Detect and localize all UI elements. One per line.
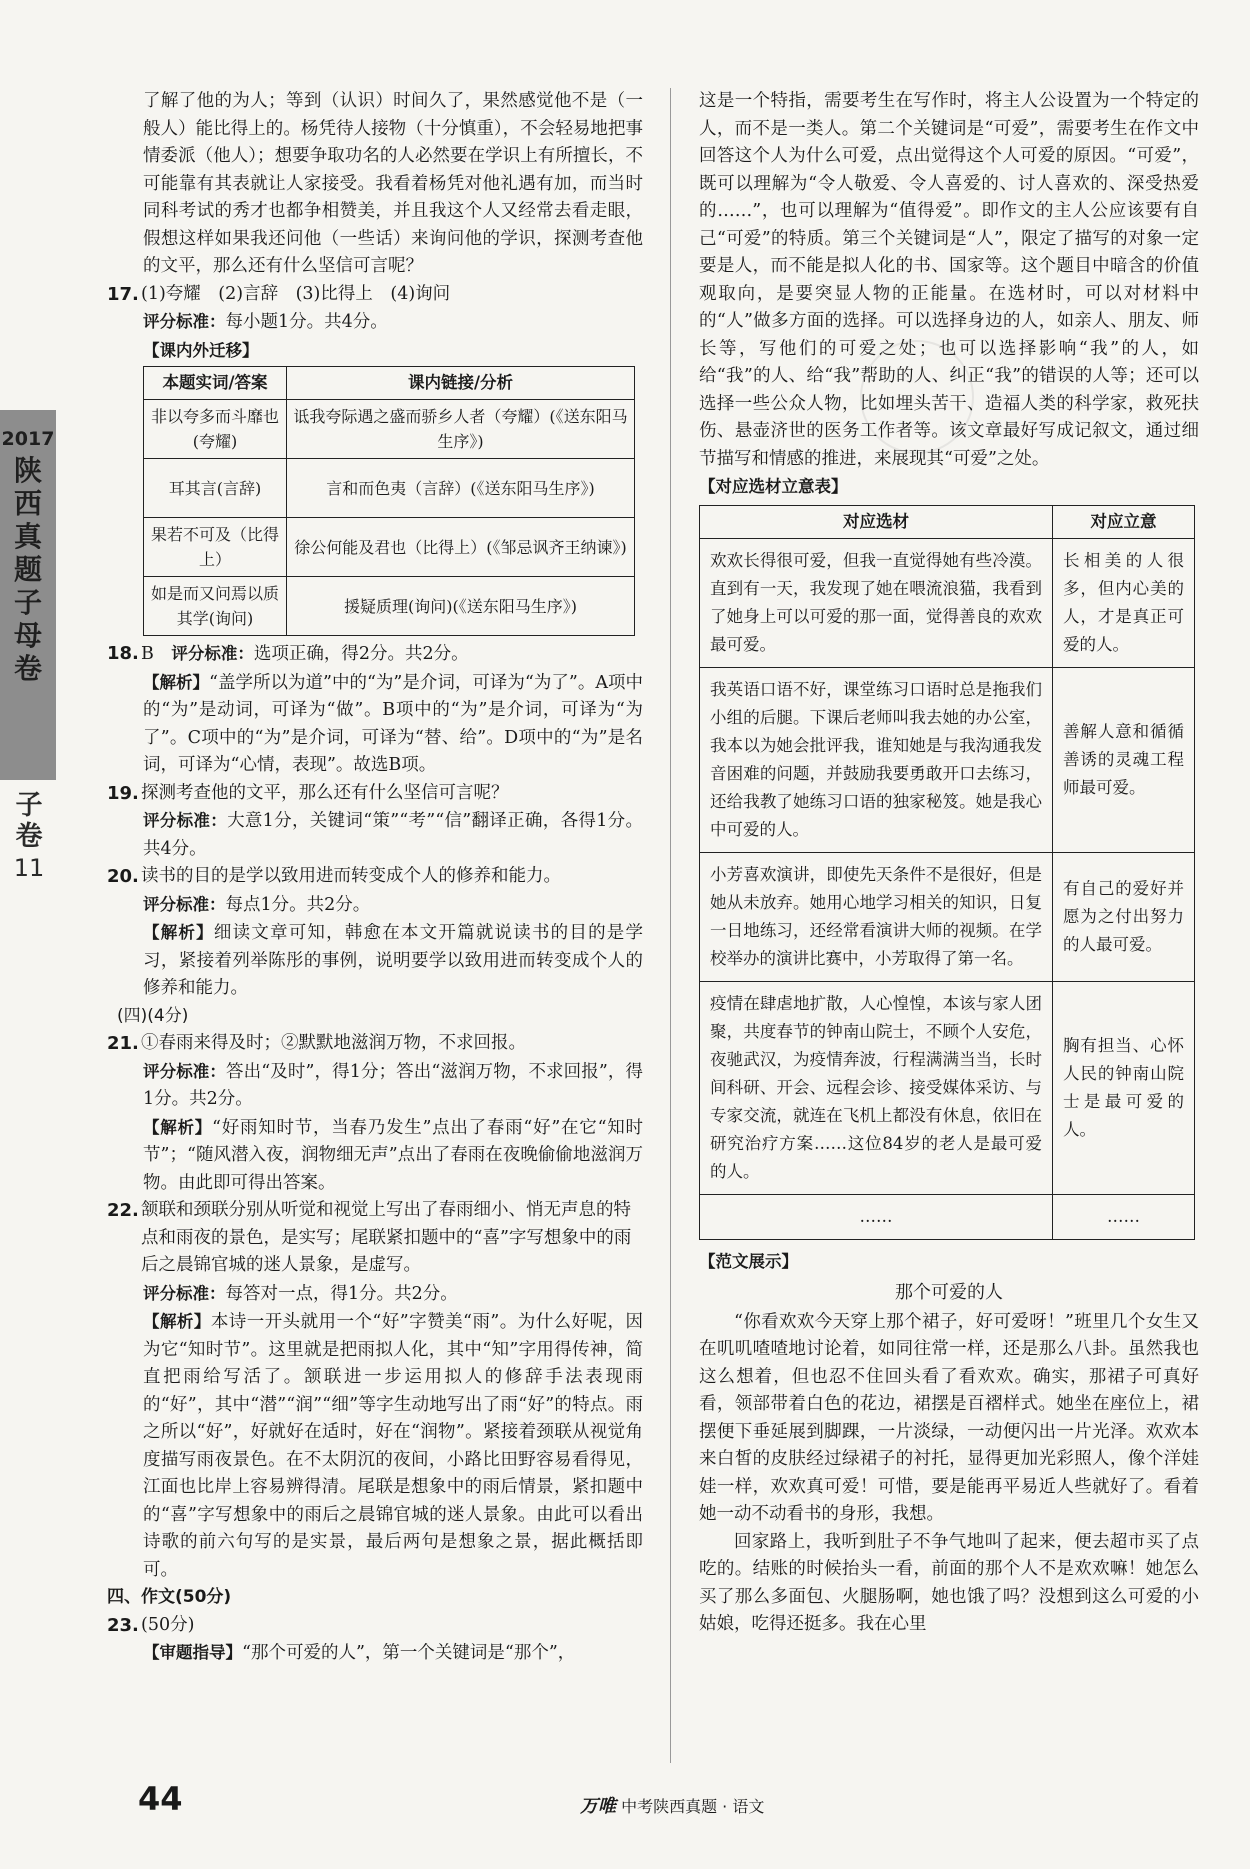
analysis: 【解析】“盖学所以为道”中的“为”是介词，可译为“为了”。A项中的“为”是动词，可译为“做”。B项中的“为”是介词，可译为“为了”。C项中的“为”是介词，可译为“替、给”。D项中的“为”是名词，可译为“心情，表现”。故选B项。 [143, 672, 643, 775]
table-cell: 我英语口语不好，课堂练习口语时总是拖我们小组的后腿。下课后老师叫我去她的办公室，我本以为她会批评我，谁知她是与我沟通我发音困难的问题，并鼓励我要勇敢开口去练习，还给我教了她练习口语的独家秘笈。她是我心中可爱的人。 [700, 667, 1053, 852]
table-cell: 欢欢长得很可爱，但我一直觉得她有些冷漠。直到有一天，我发现了她在喂流浪猫，我看到了她身上可以可爱的那一面，觉得善良的欢欢最可爱。 [700, 538, 1053, 667]
transfer-section-title: 【课内外迁移】 [143, 340, 259, 360]
question-21 [107, 1030, 643, 1058]
table-cell: 如是而又问焉以质其学(询问) [144, 577, 287, 636]
material-table [699, 505, 1195, 1240]
essay-section-heading: 四、作文(50分) [107, 1587, 232, 1607]
table-cell: …… [1053, 1194, 1195, 1239]
score-criteria: 评分标准：大意1分，关键词“策”“考”“信”翻译正确，各得1分。共4分。 [143, 811, 643, 859]
answer-text: 探测考查他的文平，那么还有什么坚信可言呢？ [141, 782, 509, 803]
review-guide: 【审题指导】“那个可爱的人”，第一个关键词是“那个”， [143, 1643, 576, 1663]
table-row [700, 667, 1195, 852]
table-header: 课内链接/分析 [287, 367, 635, 400]
right-column [699, 88, 1199, 1639]
part-four-heading: (四)(4分) [117, 1005, 189, 1026]
sub-tab [4, 790, 54, 882]
analysis: 【解析】“好雨知时节，当春乃发生”点出了春雨“好”在它“知时节”；“随风潜入夜，润物细无声”点出了春雨在夜晚偷偷地滋润万物。由此即可得出答案。 [143, 1117, 644, 1193]
translation-continued: 了解了他的为人；等到（认识）时间久了，果然感觉他不是（一般人）能比得上的。杨凭待人接物（十分慎重），不会轻易地把事情委派（他人）；想要争取功名的人必然要在学识上有所擅长，不可能靠有其表就让人家接受。我看着杨凭对他礼遇有加，而当时同科考试的秀才也都争相赞美，并且我这个人又经常去看走眼，假想这样如果我还问他（一些话）来询问他的学识，探测考查他的文平，那么还有什么坚信可言呢？ [143, 91, 643, 276]
page-number: 44 [138, 1780, 183, 1818]
table-row [144, 577, 635, 636]
score-label: 评分标准： [171, 644, 254, 663]
side-tab-title: 陕西真题子母卷 [13, 454, 42, 685]
answer-text: 读书的目的是学以致用进而转变成个人的修养和能力。 [141, 866, 561, 886]
score-criteria: 评分标准：每点1分。共2分。 [143, 894, 371, 915]
essay-paragraph: 回家路上，我听到肚子不争气地叫了起来，便去超市买了点吃的。结账的时候抬头一看，前面的那个人不是欢欢嘛！她怎么买了那么多面包、火腿肠啊，她也饿了吗？没想到这么可爱的小姑娘，吃得还挺多。我在心里 [699, 1531, 1199, 1634]
question-18 [107, 640, 643, 669]
analysis: 【解析】本诗一开头就用一个“好”字赞美“雨”。为什么好呢，因为它“知时节”。这里就是把雨拟人化，其中“知”字用得传神，简直把雨给写活了。颔联进一步运用拟人的修辞手法表现雨的“好”，其中“潜”“润”“细”等字生动地写出了雨“好”的特点。雨之所以“好”，好就好在适时，好在“润物”。紧接着颈联从视觉角度描写雨夜景色。在不太阴沉的夜间，小路比田野容易看得见，江面也比岸上容易辨得清。尾联是想象中的雨后情景，紧扣题中的“喜”字写想象中的雨后之晨锦官城的迷人景象。由此可以看出诗歌的前六句写的是实景，最后两句是想象之景，据此概括即可。 [143, 1312, 643, 1580]
table-cell: 非以夸多而斗靡也(夸耀) [144, 400, 287, 459]
question-number: 17. [107, 283, 139, 305]
table-cell: 善解人意和循循善诱的灵魂工程师最可爱。 [1053, 667, 1195, 852]
table-row [700, 538, 1195, 667]
table-header: 本题实词/答案 [144, 367, 287, 400]
table-row [144, 518, 635, 577]
question-number: 21. [107, 1033, 139, 1054]
side-tab-year: 2017 [1, 428, 55, 450]
table-header: 对应选材 [700, 505, 1053, 538]
table-row [144, 459, 635, 518]
table-row [144, 400, 635, 459]
question-19 [107, 780, 643, 808]
sub-tab-number: 11 [13, 854, 45, 882]
table-cell: 小芳喜欢演讲，即使先天条件不是很好，但是她从未放弃。她用心地学习相关的知识，日复一日地练习，还经常看演讲大师的视频。在学校举办的演讲比赛中，小芳取得了第一名。 [700, 852, 1053, 981]
question-20 [107, 863, 643, 891]
question-number: 19. [107, 782, 139, 804]
score-criteria: 评分标准：每小题1分。共4分。 [143, 312, 388, 332]
answer-text: (50分) [141, 1614, 195, 1635]
question-23 [107, 1612, 643, 1640]
question-number: 20. [107, 866, 139, 887]
answer-text: ①春雨来得及时；②默默地滋润万物，不求回报。 [141, 1033, 526, 1053]
table-row [700, 981, 1195, 1194]
question-22 [107, 1197, 643, 1280]
question-number: 18. [107, 643, 139, 664]
column-divider [670, 88, 671, 1763]
table-cell: 诋我夸际遇之盛而骄乡人者（夸耀）(《送东阳马生序》) [287, 400, 635, 459]
question-number: 23. [107, 1614, 139, 1636]
table-row [700, 852, 1195, 981]
table-cell: 长相美的人很多，但内心美的人，才是真正可爱的人。 [1053, 538, 1195, 667]
footer-book-title: 中考陕西真题 · 语文 [621, 1797, 765, 1816]
side-tab [0, 410, 56, 780]
question-17 [107, 281, 643, 309]
answer-text: (1)夸耀 (2)言辞 (3)比得上 (4)询问 [141, 283, 451, 304]
sample-essay-label: 【范文展示】 [699, 1251, 798, 1271]
table-cell: 胸有担当、心怀人民的钟南山院士是最可爱的人。 [1053, 981, 1195, 1194]
score-criteria: 评分标准：答出“及时”，得1分；答出“滋润万物，不求回报”，得1分。共2分。 [143, 1061, 643, 1109]
answer-text: B [141, 644, 172, 664]
review-guide-continued: 这是一个特指，需要考生在写作时，将主人公设置为一个特定的人，而不是一类人。第二个关键词是“可爱”，需要考生在作文中回答这个人为什么可爱，点出觉得这个人可爱的原因。“可爱”，既可以理解为“令人敬爱、令人喜爱的、讨人喜欢的、深受热爱的……”，也可以理解为“值得爱”。即作文的主人公应该要有自己“可爱”的特质。第三个关键词是“人”，限定了描写的对象一定要是人，而不能是拟人化的书、国家等。这个题目中暗含的价值观取向，是要突显人物的正能量。在选材时，可以对材料中的“人”做多方面的选择。可以选择身边的人，如亲人、朋友、师长等，写他们的可爱之处；也可以选择影响“我”的人，如给“我”的人、给“我”帮助的人、纠正“我”的错误的人等；还可以选择一些公众人物，比如埋头苦干、造福人类的科学家，救死扶伤、悬壶济世的医务工作者等。该文章最好写成记叙文，通过细节描写和情感的推进，来展现其“可爱”之处。 [699, 91, 1199, 469]
transfer-table [143, 366, 635, 636]
material-table-title: 【对应选材立意表】 [699, 477, 848, 496]
answer-text: 颔联和颈联分别从听觉和视觉上写出了春雨细小、悄无声息的特点和雨夜的景色，是实写；尾联紧扣题中的“喜”字写想象中的雨后之晨锦官城的迷人景象，是虚写。 [141, 1200, 632, 1275]
table-cell: 言和而色夷（言辞）(《送东阳马生序》) [287, 459, 635, 518]
footer-title [580, 1792, 764, 1818]
table-cell: 有自己的爱好并愿为之付出努力的人最可爱。 [1053, 852, 1195, 981]
brand-logo: 万唯 [580, 1796, 616, 1817]
sub-tab-label: 子卷 [15, 790, 43, 852]
essay-title: 那个可爱的人 [895, 1282, 1003, 1303]
essay-paragraph: “你看欢欢今天穿上那个裙子，好可爱呀！”班里几个女生又在叽叽喳喳地讨论着，如同往常一样，还是那么八卦。虽然我也这么想着，但也忍不住回头看了看欢欢。确实，那裙子可真好看，领部带着白色的花边，裙摆是百褶样式。她坐在座位上，裙摆便下垂延展到脚踝，一片淡绿，一动便闪出一片光泽。欢欢本来白皙的皮肤经过绿裙子的衬托，显得更加光彩照人，像个洋娃娃一样，欢欢真可爱！可惜，要是能再平易近人些就好了。看着她一动不动看书的身形，我想。 [699, 1311, 1199, 1524]
table-cell: 疫情在肆虐地扩散，人心惶惶，本该与家人团聚，共度春节的钟南山院士，不顾个人安危，夜驰武汉，为疫情奔波，行程满满当当，长时间科研、开会、远程会诊、接受媒体采访、与专家交流，就连在飞机上都没有休息，依旧在研究治疗方案……这位84岁的老人是最可爱的人。 [700, 981, 1053, 1194]
question-number: 22. [107, 1200, 139, 1221]
table-row [700, 1194, 1195, 1239]
left-column [107, 88, 644, 1668]
table-cell: …… [700, 1194, 1053, 1239]
table-cell: 果若不可及（比得上） [144, 518, 287, 577]
table-cell: 援疑质理(询问)(《送东阳马生序》) [287, 577, 635, 636]
table-cell: 徐公何能及君也（比得上）(《邹忌讽齐王纳谏》) [287, 518, 635, 577]
score-criteria: 评分标准：每答对一点，得1分。共2分。 [143, 1283, 458, 1304]
score-text: 选项正确，得2分。共2分。 [253, 644, 469, 664]
analysis: 【解析】细读文章可知，韩愈在本文开篇就说读书的目的是学习，紧接着列举陈彤的事例，说明要学以致用进而转变成个人的修养和能力。 [143, 923, 644, 998]
table-cell: 耳其言(言辞) [144, 459, 287, 518]
table-header: 对应立意 [1053, 505, 1195, 538]
